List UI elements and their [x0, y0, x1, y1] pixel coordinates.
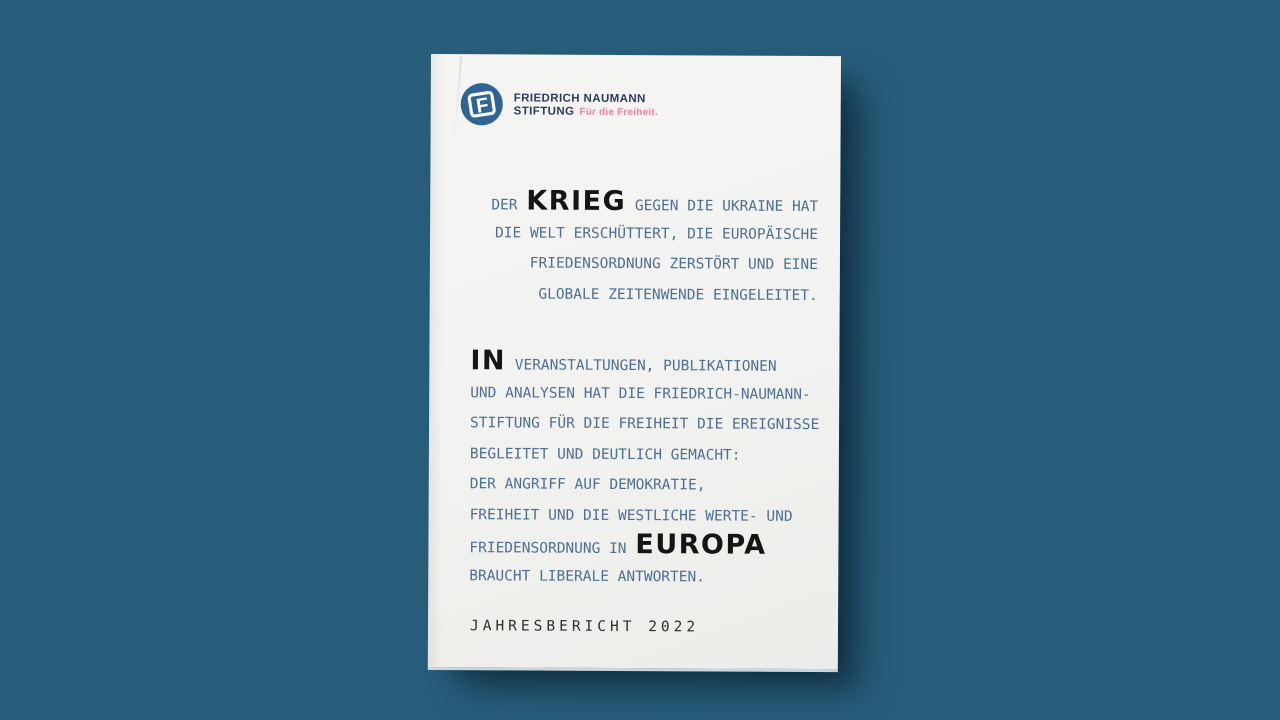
- cover-line: [471, 217, 818, 249]
- cover-line: [469, 529, 816, 561]
- text-segment: VERANSTALTUNGEN, PUBLIKATIONEN: [505, 357, 777, 375]
- fnf-logo: [460, 82, 658, 127]
- cover-line: [471, 186, 818, 218]
- text-segment: FREIHEIT UND DIE WESTLICHE WERTE- UND: [469, 506, 793, 525]
- intro-paragraph: [471, 186, 819, 310]
- logo-tagline: Für die Freiheit.: [579, 106, 658, 119]
- text-segment: BRAUCHT LIBERALE ANTWORTEN.: [469, 567, 706, 585]
- cover-line: [470, 377, 817, 409]
- text-segment: FRIEDENSORDNUNG ZERSTÖRT UND EINE: [529, 255, 818, 274]
- logo-wordmark: [514, 91, 658, 120]
- cover-line: [470, 407, 820, 439]
- report-cover: [428, 54, 841, 672]
- text-segment: STIFTUNG FÜR DIE FREIHEIT DIE EREIGNISSE: [470, 415, 820, 434]
- text-segment: BEGLEITET UND DEUTLICH GEMACHT:: [469, 445, 741, 464]
- cover-line: [469, 560, 816, 592]
- text-segment: DER ANGRIFF AUF DEMOKRATIE,: [469, 476, 706, 494]
- text-segment: FRIEDENSORDNUNG IN: [469, 540, 636, 558]
- headline-word-europa: EUROPA: [635, 529, 767, 561]
- text-segment: UND ANALYSEN HAT DIE FRIEDRICH-NAUMANN-: [470, 384, 811, 403]
- logo-name-line2: STIFTUNG: [513, 105, 575, 118]
- logo-name-line1: FRIEDRICH NAUMANN: [513, 92, 646, 106]
- cover-line: [471, 278, 818, 310]
- fnf-f-icon: [460, 82, 504, 126]
- text-segment: GLOBALE ZEITENWENDE EINGELEITET.: [538, 286, 818, 304]
- cover-line: [470, 499, 817, 531]
- svg-text:F: F: [474, 94, 491, 118]
- headline-word-in: IN: [470, 345, 507, 377]
- cover-line: [470, 346, 817, 378]
- report-title: JAHRESBERICHT 2022: [469, 618, 700, 636]
- text-segment: DIE WELT ERSCHÜTTERT, DIE EUROPÄISCHE: [495, 224, 819, 243]
- text-segment: DER: [491, 197, 527, 214]
- cover-line: [470, 438, 817, 470]
- cover-line: [470, 468, 817, 500]
- body-paragraph: [469, 345, 820, 592]
- text-segment: GEGEN DIE UKRAINE HAT: [626, 198, 819, 216]
- cover-line: [471, 247, 818, 279]
- headline-word-krieg: KRIEG: [526, 185, 627, 218]
